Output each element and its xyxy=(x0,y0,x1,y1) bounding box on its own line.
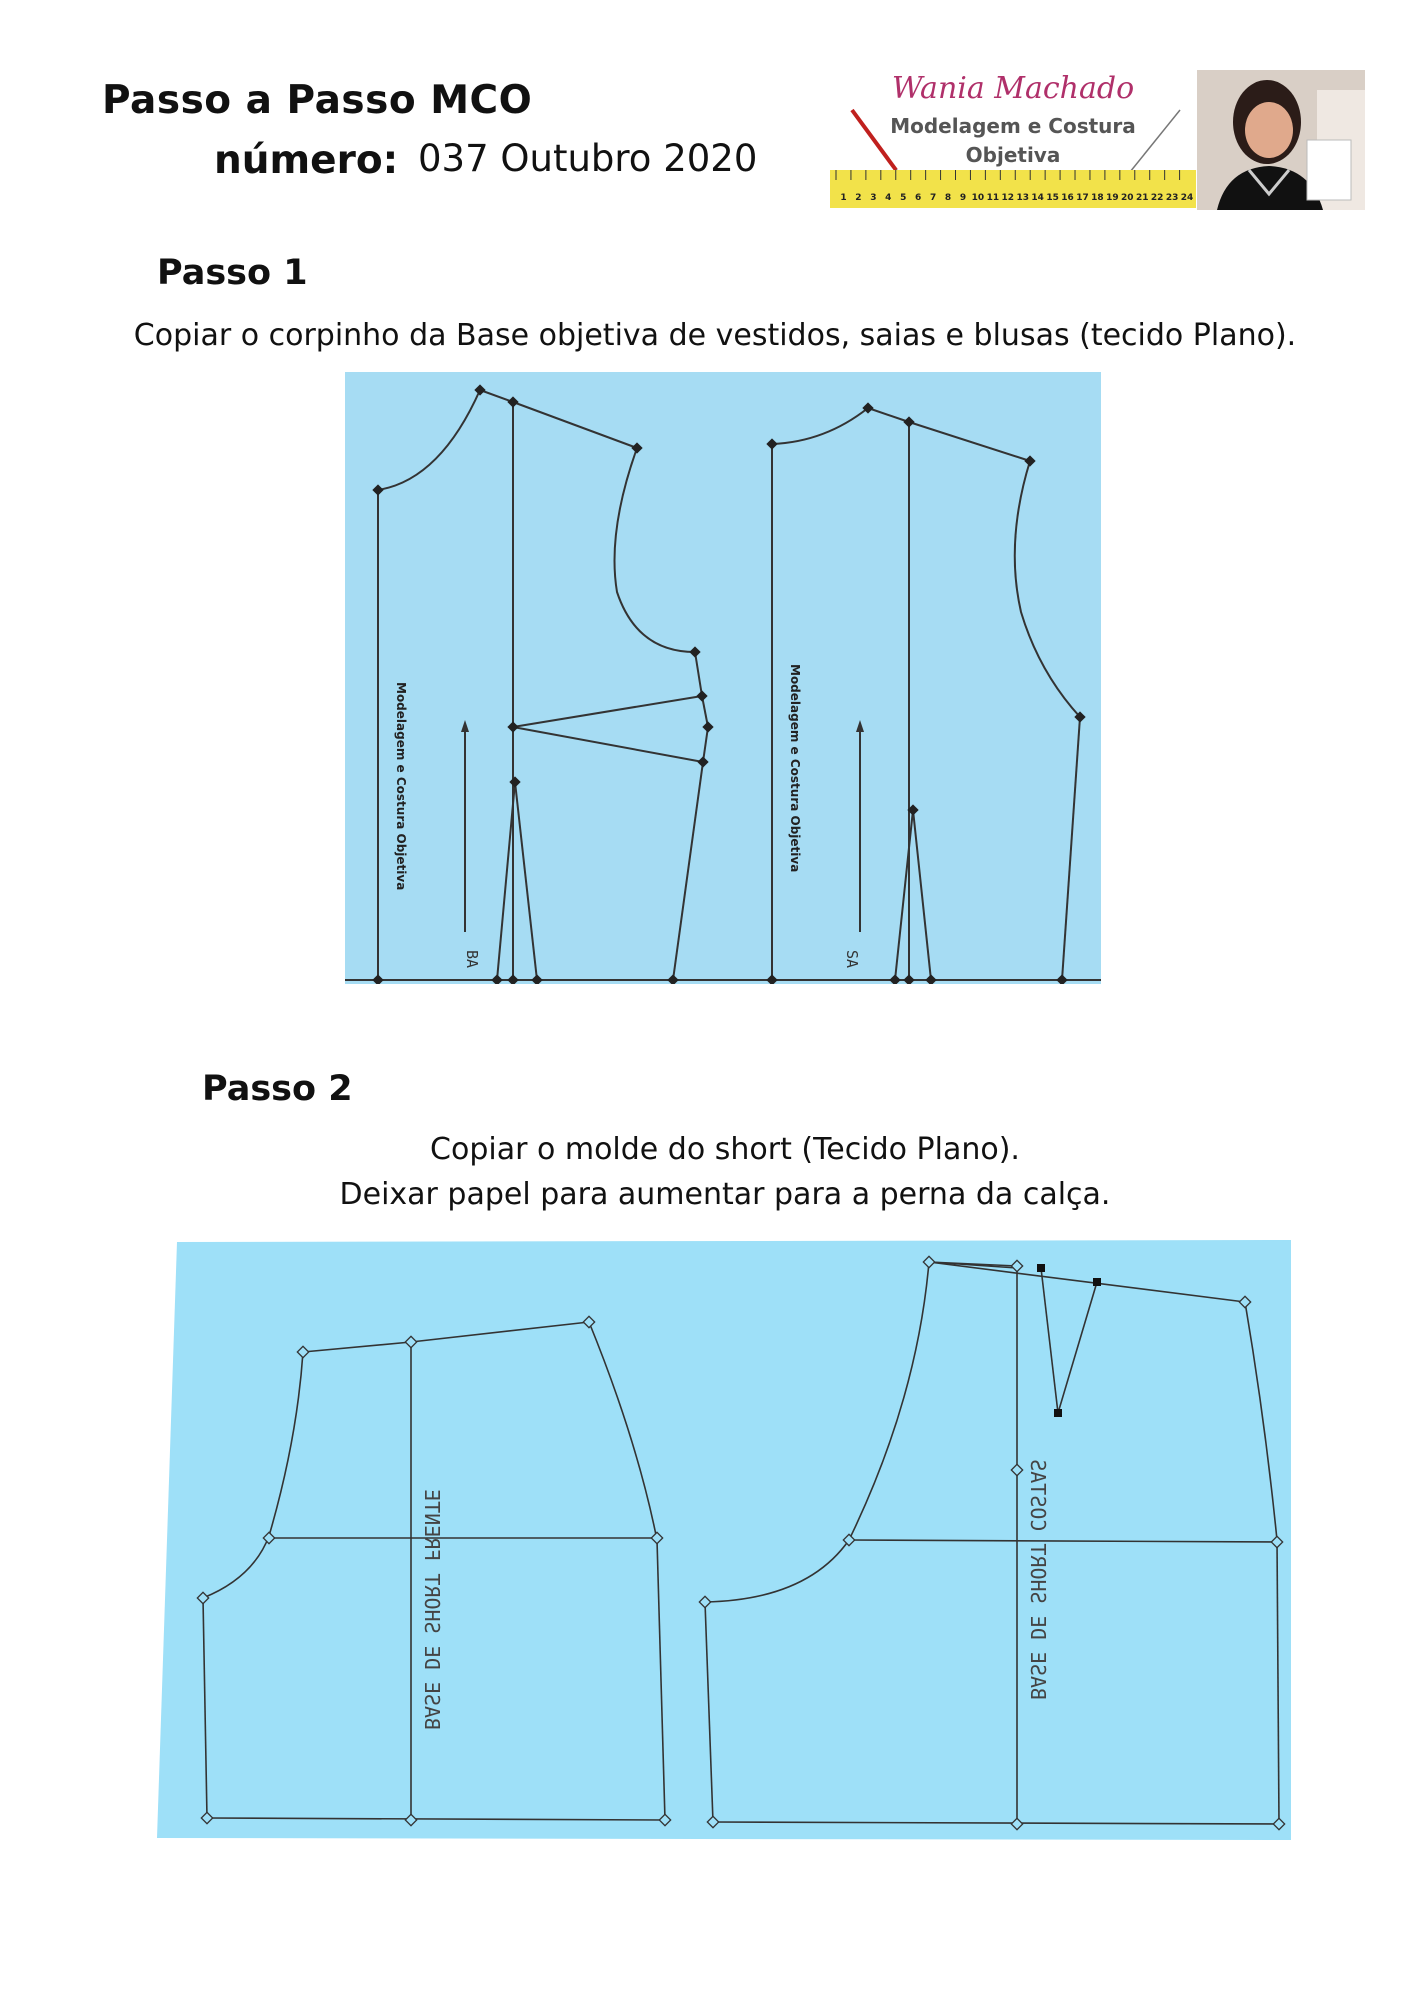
short-pattern-figure xyxy=(157,1240,1291,1840)
bodice-front-bottom-label: SA xyxy=(843,950,861,969)
brand-logo xyxy=(830,70,1196,210)
document-title: Passo a Passo MCO xyxy=(102,78,533,123)
logo-script-name: Wania Machado xyxy=(891,71,1135,106)
step1-title: Passo 1 xyxy=(157,253,308,293)
ruler-number: 22 xyxy=(1150,193,1164,203)
ruler-number: 2 xyxy=(855,193,862,203)
step2-title: Passo 2 xyxy=(202,1069,353,1109)
ruler-number: 10 xyxy=(971,193,985,203)
bodice-back-bottom-label: BA xyxy=(463,950,481,969)
number-label: número: xyxy=(214,138,399,183)
step2-instruction-line2: Deixar papel para aumentar para a perna da calça. xyxy=(339,1177,1111,1212)
ruler-number: 24 xyxy=(1180,193,1194,203)
bodice-back-label: Modelagem e Costura Objetiva xyxy=(394,682,408,891)
step2-instruction-line1: Copiar o molde do short (Tecido Plano). xyxy=(430,1132,1020,1167)
ruler-number: 1 xyxy=(840,193,847,203)
short-back-label: BASE DE SHORT COSTAS xyxy=(1026,1459,1050,1700)
ruler-number: 7 xyxy=(929,193,937,203)
ruler-number: 17 xyxy=(1076,193,1089,203)
ruler-number: 14 xyxy=(1031,193,1044,203)
short-front-label: BASE DE SHORT FRENTE xyxy=(420,1489,444,1730)
author-photo xyxy=(1197,70,1365,210)
ruler-number: 8 xyxy=(944,193,952,203)
ruler-number: 21 xyxy=(1135,193,1149,203)
ruler-number: 12 xyxy=(1001,193,1015,203)
ruler-number: 9 xyxy=(959,193,967,203)
issue-number: 037 Outubro 2020 xyxy=(418,137,758,180)
ruler-number: 3 xyxy=(870,193,877,203)
ruler-number: 13 xyxy=(1016,193,1030,203)
bodice-front-label: Modelagem e Costura Objetiva xyxy=(788,664,802,873)
ruler-number: 5 xyxy=(900,193,907,203)
ruler-number: 23 xyxy=(1165,193,1179,203)
ruler-number: 19 xyxy=(1106,193,1119,203)
bodice-pattern-figure xyxy=(345,372,1101,984)
ruler-number: 15 xyxy=(1046,193,1059,203)
ruler-number: 11 xyxy=(986,193,1000,203)
logo-line1: Modelagem e Costura xyxy=(890,114,1136,138)
ruler-number: 18 xyxy=(1091,193,1104,203)
step1-instruction: Copiar o corpinho da Base objetiva de vestidos, saias e blusas (tecido Plano). xyxy=(133,318,1297,353)
ruler-number: 20 xyxy=(1121,193,1134,203)
ruler-number: 4 xyxy=(885,193,892,203)
logo-line2: Objetiva xyxy=(965,143,1061,167)
ruler-number: 16 xyxy=(1061,193,1074,203)
ruler-number: 6 xyxy=(915,193,922,203)
